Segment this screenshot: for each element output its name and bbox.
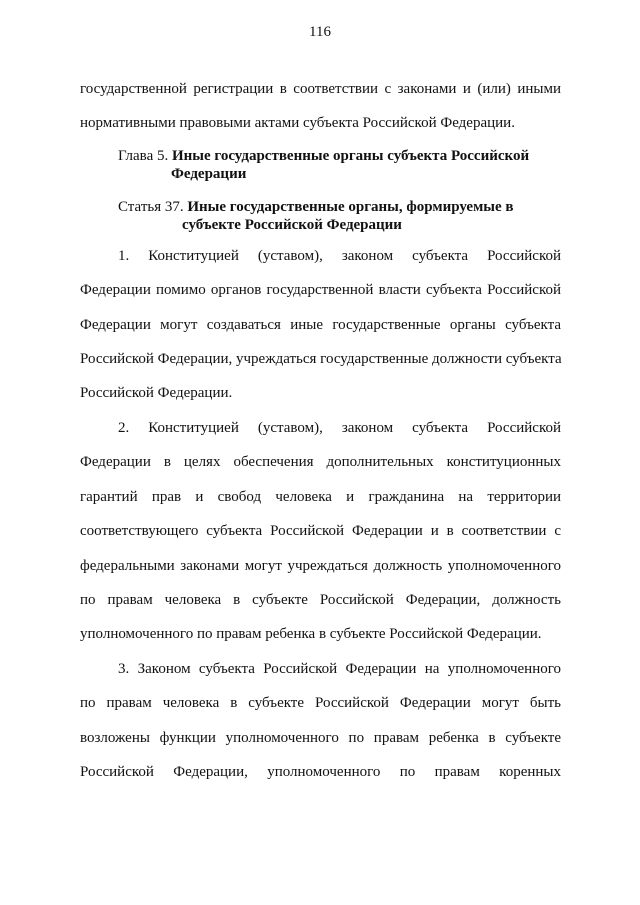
article-heading <box>118 198 514 216</box>
paragraph-1-line-5: Российской Федерации. <box>80 385 233 401</box>
chapter-label: Глава 5. <box>118 148 169 164</box>
paragraph-2-line-4: соответствующего субъекта Российской Федерации и в соответствии с <box>80 523 561 539</box>
intro-paragraph-line-1: государственной регистрации в соответствии с законами и (или) иными <box>80 81 561 97</box>
paragraph-2-line-7: уполномоченного по правам ребенка в субъекте Российской Федерации. <box>80 626 542 642</box>
paragraph-3-line-1: 3. Законом субъекта Российской Федерации на уполномоченного <box>118 661 561 677</box>
paragraph-1-line-3: Федерации могут создаваться иные государственные органы субъекта <box>80 317 561 333</box>
chapter-heading <box>118 147 529 165</box>
paragraph-1-line-2: Федерации помимо органов государственной власти субъекта Российской <box>80 282 561 298</box>
chapter-title-line-2: Федерации <box>171 166 247 182</box>
intro-paragraph-line-2: нормативными правовыми актами субъекта Российской Федерации. <box>80 115 515 131</box>
paragraph-2-line-3: гарантий прав и свобод человека и гражданина на территории <box>80 489 561 505</box>
page-number: 116 <box>309 24 331 40</box>
paragraph-3-line-3: возложены функции уполномоченного по правам ребенка в субъекте <box>80 730 561 746</box>
paragraph-1-line-1: 1. Конституцией (уставом), законом субъекта Российской <box>118 248 561 264</box>
paragraph-3-line-2: по правам человека в субъекте Российской Федерации могут быть <box>80 695 561 711</box>
paragraph-2-line-6: по правам человека в субъекте Российской Федерации, должность <box>80 592 561 608</box>
paragraph-2-line-5: федеральными законами могут учреждаться должность уполномоченного <box>80 558 561 574</box>
paragraph-1-line-4: Российской Федерации, учреждаться государственные должности субъекта <box>80 351 562 367</box>
paragraph-2-line-2: Федерации в целях обеспечения дополнительных конституционных <box>80 454 561 470</box>
article-label: Статья 37. <box>118 199 184 215</box>
paragraph-3-line-4: Российской Федерации, уполномоченного по правам коренных <box>80 764 561 780</box>
article-title-continuation <box>182 216 402 234</box>
paragraph-2-line-1: 2. Конституцией (уставом), законом субъекта Российской <box>118 420 561 436</box>
chapter-title-line-1: Иные государственные органы субъекта Российской <box>171 148 530 164</box>
article-title-line-2: субъекте Российской Федерации <box>182 217 402 233</box>
article-title-line-1: Иные государственные органы, формируемые в <box>187 199 514 215</box>
chapter-title-continuation <box>171 165 246 183</box>
